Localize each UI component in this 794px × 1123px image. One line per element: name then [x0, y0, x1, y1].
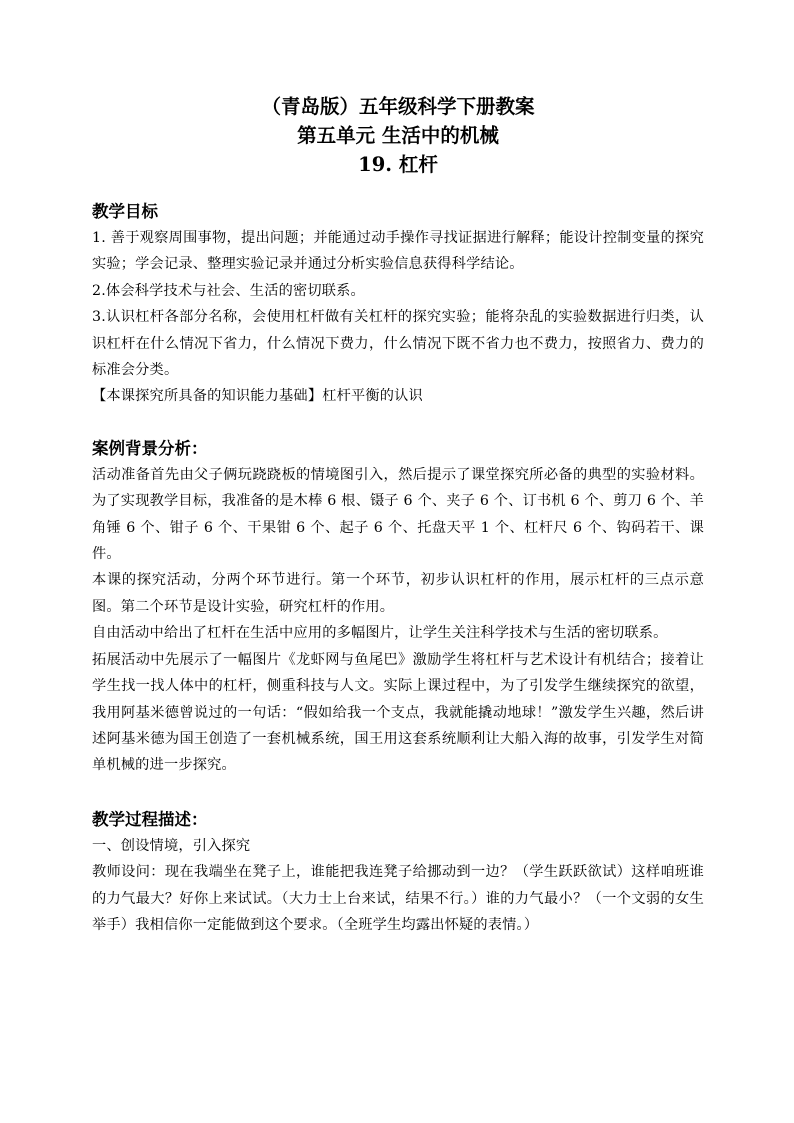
process-paragraph: 教师设问：现在我端坐在凳子上，谁能把我连凳子给挪动到一边？（学生跃跃欲试）这样咱班谁的力气最大？好你上来试试。（大力士上台来试，结果不行。）谁的力气最小？（一个文弱的女生举手）我相信你一定能做到这个要求。（全班学生均露出怀疑的表情。）: [92, 864, 704, 933]
background-paragraph-4: 拓展活动中先展示了一幅图片《龙虾网与鱼尾巴》激励学生将杠杆与艺术设计有机结合；接着让学生找一找人体中的杠杆，侧重科技与人文。实际上课过程中，为了引发学生继续探究的欲望，我用阿基米德曾说过的一句话：“假如给我一个支点，我就能撬动地球！”激发学生兴趣，然后讲述阿基米德为国王创造了一套机械系统，国王用这套系统顺利让大船入海的故事，引发学生对简单机械的进一步探究。: [92, 651, 704, 774]
process-heading: 教学过程描述：: [92, 809, 208, 829]
background-paragraph-3: 自由活动中给出了杠杆在生活中应用的多幅图片，让学生关注科学技术与生活的密切联系。: [92, 625, 668, 642]
document-page: [92, 92, 704, 938]
background-section: [92, 436, 704, 779]
document-title: （青岛版）五年级科学下册教案: [261, 95, 535, 118]
objective-item-2: 2.体会科学技术与社会、生活的密切联系。: [92, 282, 365, 299]
knowledge-base-note: 【本课探究所具备的知识能力基础】杠杆平衡的认识: [92, 388, 423, 405]
objectives-heading: 教学目标: [92, 202, 158, 221]
objective-item-3: 3.认识杠杆各部分名称，会使用杠杆做有关杠杆的探究实验；能将杂乱的实验数据进行归类，认识杠杆在什么情况下省力，什么情况下费力，什么情况下既不省力也不费力，按照省力、费力的标准会分类。: [92, 309, 704, 379]
title-block: [92, 92, 704, 179]
background-paragraph-1: 活动准备首先由父子俩玩跷跷板的情境图引入，然后提示了课堂探究所必备的典型的实验材料。为了实现教学目标，我准备的是木棒 6 根、镊子 6 个、夹子 6 个、订书机 6 个、剪刀 6 个、羊角锤 6 个、钳子 6 个、干果钳 6 个、起子 6 个、托盘天平 1 个、杠杆尺 6 个、钩码若干、课件。: [92, 466, 704, 563]
objective-item-1: 1. 善于观察周围事物，提出问题；并能通过动手操作寻找证据进行解释；能设计控制变量的探究实验；学会记录、整理实验记录并通过分析实验信息获得科学结论。: [92, 230, 704, 273]
background-paragraph-2: 本课的探究活动，分两个环节进行。第一个环节，初步认识杠杆的作用，展示杠杆的三点示意图。第二个环节是设计实验，研究杠杆的作用。: [92, 572, 704, 615]
process-section: [92, 807, 704, 939]
unit-title: 第五单元 生活中的机械: [297, 124, 499, 147]
background-heading: 案例背景分析：: [92, 438, 208, 458]
process-subheading: 一、创设情境，引入探究: [92, 837, 251, 854]
lesson-title: 19. 杠杆: [358, 153, 438, 176]
objectives-section: [92, 199, 704, 410]
